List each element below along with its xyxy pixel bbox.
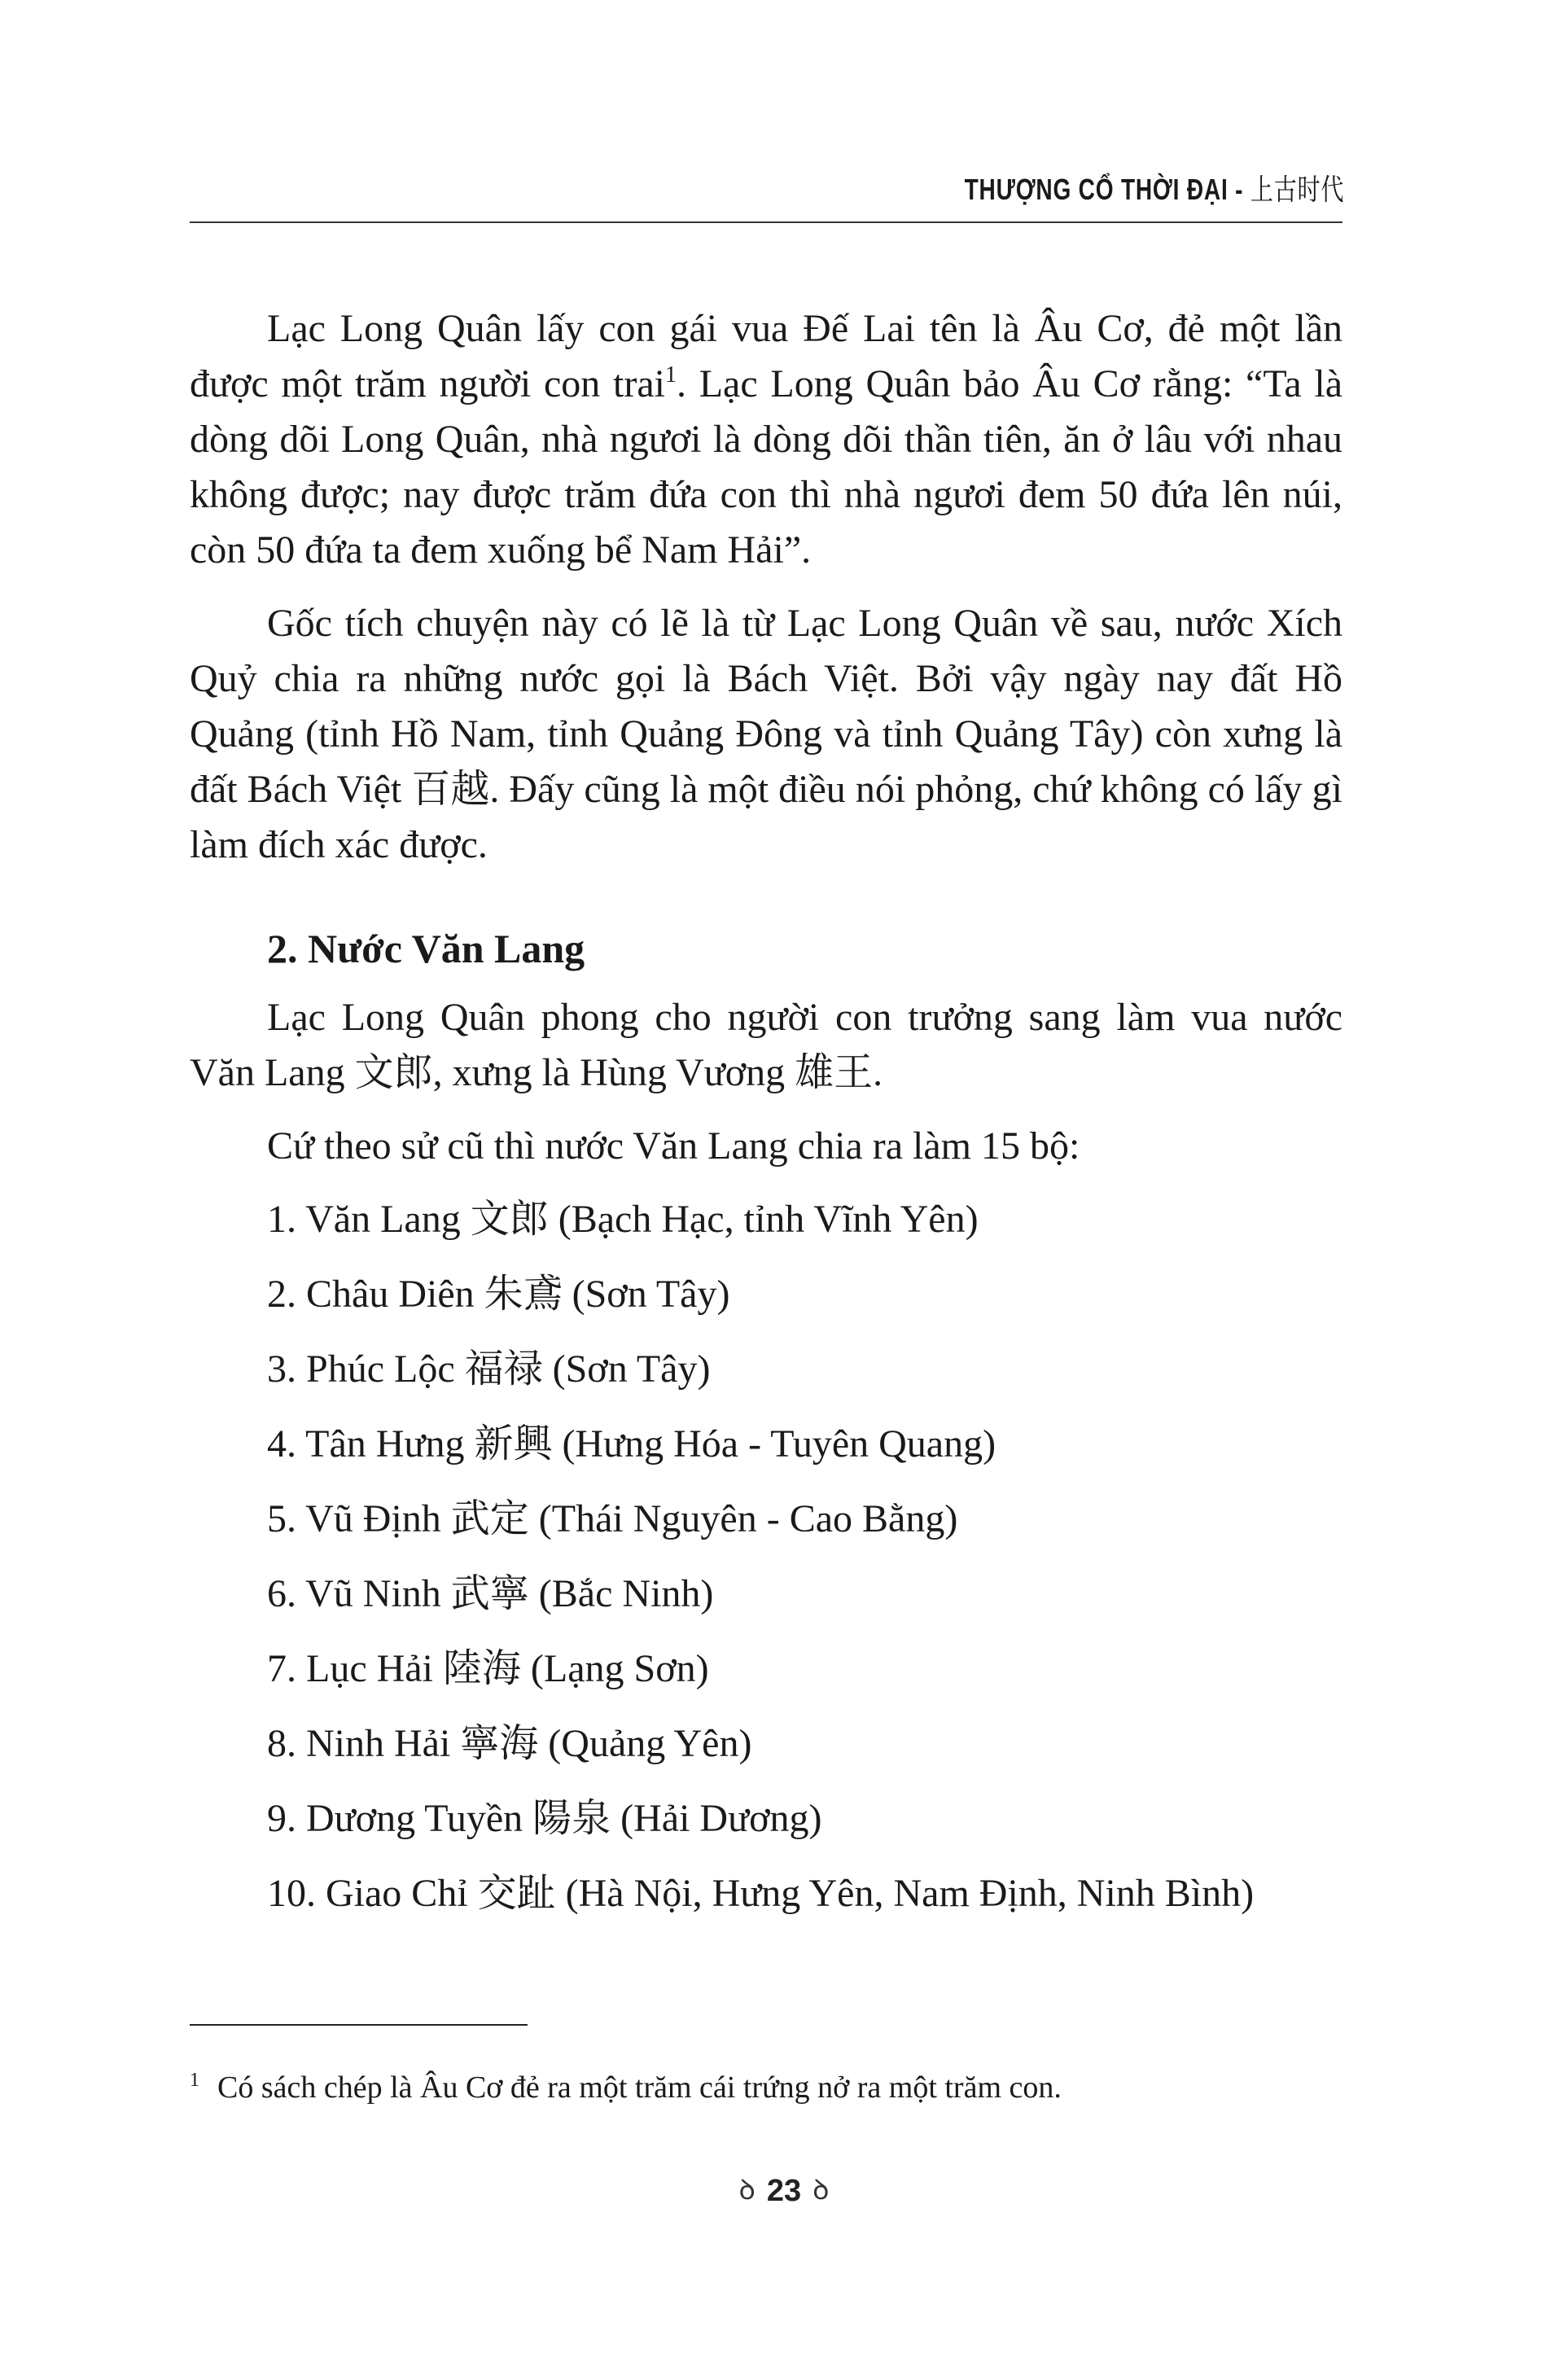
- province-list: [190, 1192, 1342, 1921]
- footnote: [190, 2060, 1342, 2108]
- body-text: [190, 301, 1342, 1941]
- footnote-rule: [190, 2024, 528, 2026]
- footnote-marker: 1: [190, 2070, 199, 2091]
- list-item: 9. Dương Tuyền 陽泉 (Hải Dương): [267, 1797, 822, 1840]
- paragraph-1-text-a: Lạc Long Quân lấy con gái vua Đế Lai tên là Âu Cơ, đẻ một lần được một trăm người con trai: [190, 307, 1342, 405]
- header-rule: [190, 221, 1342, 223]
- list-item: 3. Phúc Lộc 福禄 (Sơn Tây): [267, 1347, 711, 1391]
- running-header: [964, 167, 1344, 208]
- paragraph-1-text-b: . Lạc Long Quân bảo Âu Cơ rằng: “Ta là dòng dõi Long Quân, nhà ngươi là dòng dõi thần tiên, ăn ở lâu với nhau không được; nay được trăm đứa con thì nhà ngươi đem 50 đứa lên núi, còn 50 đứa ta đem xuống bể Nam Hải”.: [190, 362, 1342, 572]
- running-header-cjk: 上古时代: [1250, 173, 1344, 207]
- list-item: 2. Châu Diên 朱鳶 (Sơn Tây): [267, 1273, 730, 1316]
- footnote-reference[interactable]: 1: [665, 362, 677, 388]
- paragraph-1: [190, 301, 1342, 578]
- running-header-title: THƯỢNG CỔ THỜI ĐẠI -: [964, 173, 1250, 206]
- section-heading: 2. Nước Văn Lang: [267, 926, 585, 971]
- paragraph-2: Gốc tích chuyện này có lẽ là từ Lạc Long Quân về sau, nước Xích Quỷ chia ra những nước gọi là Bách Việt. Bởi vậy ngày nay đất Hồ Quảng (tỉnh Hồ Nam, tỉnh Quảng Đông và tỉnh Quảng Tây) còn xưng là đất Bách Việt 百越. Đấy cũng là một điều nói phỏng, chứ không có lấy gì làm đích xác được.: [190, 602, 1342, 866]
- list-item: 10. Giao Chỉ 交趾 (Hà Nội, Hưng Yên, Nam Định, Ninh Bình): [267, 1872, 1255, 1915]
- right-ornament-icon: ꝺ: [812, 2174, 830, 2206]
- list-item: 5. Vũ Định 武定 (Thái Nguyên - Cao Bằng): [267, 1497, 958, 1540]
- footnote-text: Có sách chép là Âu Cơ đẻ ra một trăm cái trứng nở ra một trăm con.: [217, 2070, 1062, 2105]
- list-item: 1. Văn Lang 文郎 (Bạch Hạc, tỉnh Vĩnh Yên): [267, 1198, 979, 1241]
- section-intro: Lạc Long Quân phong cho người con trưởng sang làm vua nước Văn Lang 文郎, xưng là Hùng Vương 雄王.: [190, 996, 1342, 1094]
- page-footer: [0, 2170, 1568, 2209]
- list-item: 4. Tân Hưng 新興 (Hưng Hóa - Tuyên Quang): [267, 1422, 996, 1466]
- list-intro: Cứ theo sử cũ thì nước Văn Lang chia ra làm 15 bộ:: [267, 1124, 1080, 1168]
- list-item: 8. Ninh Hải 寧海 (Quảng Yên): [267, 1722, 752, 1765]
- list-item: 7. Lục Hải 陸海 (Lạng Sơn): [267, 1647, 709, 1690]
- list-item: 6. Vũ Ninh 武寧 (Bắc Ninh): [267, 1572, 714, 1615]
- page-number: 23: [766, 2174, 802, 2208]
- left-ornament-icon: ꝺ: [738, 2174, 756, 2206]
